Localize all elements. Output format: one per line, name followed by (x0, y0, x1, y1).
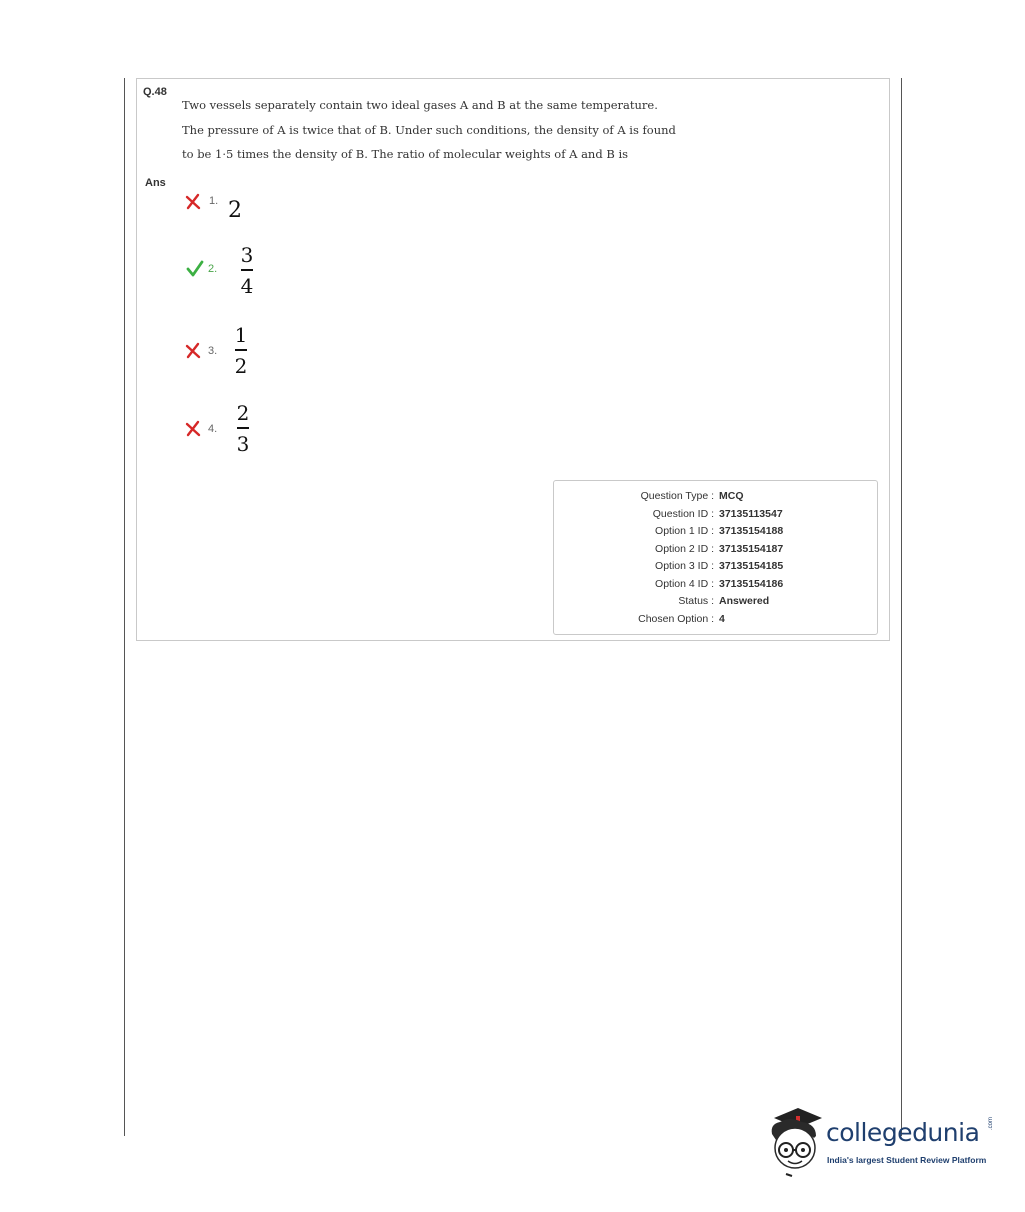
info-value: Answered (719, 595, 770, 607)
collegedunia-logo (766, 1104, 1006, 1184)
fraction-numerator: 3 (240, 243, 254, 267)
info-row-chosen-option (554, 611, 877, 627)
info-value: 37135113547 (719, 507, 783, 520)
fraction-bar (241, 269, 253, 271)
question-number: Q.48 (143, 86, 167, 98)
info-value: 4 (719, 612, 725, 625)
option-fraction (232, 402, 254, 455)
cross-icon (184, 193, 202, 211)
info-label: Option 3 ID : (655, 560, 714, 572)
option-fraction (236, 244, 258, 297)
info-row-question-id (554, 506, 877, 522)
page-border-left (124, 78, 125, 1136)
brand-name: collegedunia (826, 1118, 980, 1147)
fraction-numerator: 2 (236, 401, 250, 425)
info-value: MCQ (719, 490, 744, 502)
info-label: Status : (678, 595, 714, 607)
answer-label: Ans (145, 177, 166, 189)
cross-icon (184, 420, 202, 438)
info-row-status (554, 593, 877, 609)
fraction-bar (235, 349, 247, 351)
info-row-option4-id (554, 576, 877, 592)
info-label: Question Type : (640, 490, 714, 502)
fraction-bar (237, 427, 249, 429)
info-label: Chosen Option : (638, 612, 714, 625)
info-value: 37135154186 (719, 577, 784, 590)
info-row-option2-id (554, 541, 877, 557)
option-value: 2 (228, 198, 242, 223)
info-label: Option 1 ID : (655, 525, 714, 537)
option-number: 4. (208, 423, 218, 435)
question-line: to be 1·5 times the density of B. The ratio of molecular weights of A and B is (182, 147, 629, 161)
cross-icon (184, 342, 202, 360)
info-row-option3-id (554, 558, 877, 574)
option-4 (184, 402, 304, 462)
option-3 (184, 324, 304, 384)
mascot-icon (766, 1104, 826, 1178)
option-number: 1. (209, 195, 219, 207)
brand-suffix: .com (988, 1116, 994, 1130)
option-2 (184, 244, 304, 304)
brand-tagline: India's largest Student Review Platform (827, 1155, 987, 1165)
question-text (182, 93, 702, 167)
info-value: 37135154187 (719, 542, 784, 555)
fraction-numerator: 1 (234, 323, 248, 347)
question-info-panel (553, 480, 878, 635)
option-number: 2. (208, 263, 218, 275)
info-label: Option 2 ID : (655, 542, 714, 555)
fraction-denominator: 3 (236, 432, 250, 456)
check-icon (186, 260, 204, 278)
page-border-right (901, 78, 902, 1136)
info-value: 37135154185 (719, 560, 784, 572)
question-line: Two vessels separately contain two ideal gases A and B at the same temperature. (182, 98, 658, 112)
fraction-denominator: 4 (240, 274, 254, 298)
option-fraction (230, 324, 252, 377)
info-row-question-type (554, 488, 877, 504)
info-label: Question ID : (652, 507, 714, 520)
info-value: 37135154188 (719, 525, 784, 537)
info-label: Option 4 ID : (655, 577, 714, 590)
fraction-denominator: 2 (234, 354, 248, 378)
option-number: 3. (208, 345, 218, 357)
info-row-option1-id (554, 523, 877, 539)
question-line: The pressure of A is twice that of B. Under such conditions, the density of A is found (182, 122, 676, 137)
